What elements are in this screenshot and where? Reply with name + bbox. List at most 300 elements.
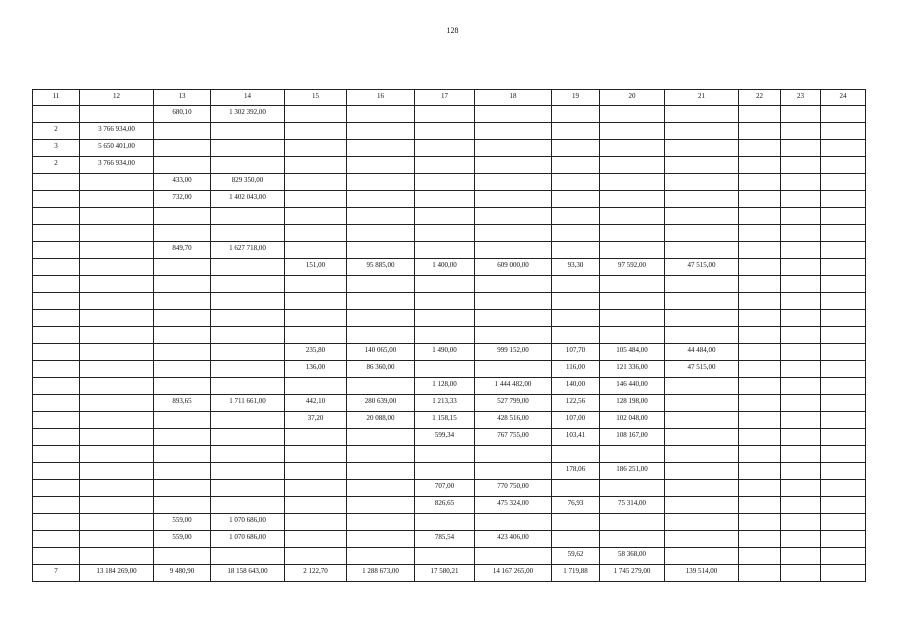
table-cell bbox=[739, 225, 781, 242]
table-cell bbox=[211, 378, 285, 395]
table-cell bbox=[821, 327, 866, 344]
table-cell bbox=[80, 497, 154, 514]
table-cell bbox=[211, 327, 285, 344]
header-cell: 15 bbox=[285, 90, 347, 106]
table-cell bbox=[415, 276, 475, 293]
table-cell bbox=[781, 157, 821, 174]
table-cell: 13 184 269,00 bbox=[80, 565, 154, 582]
table-cell: 105 484,00 bbox=[600, 344, 665, 361]
table-cell bbox=[80, 225, 154, 242]
table-cell bbox=[739, 480, 781, 497]
table-cell bbox=[80, 208, 154, 225]
data-table bbox=[32, 89, 866, 582]
table-cell: 17 580,21 bbox=[415, 565, 475, 582]
table-cell bbox=[285, 531, 347, 548]
table-cell bbox=[33, 344, 80, 361]
table-cell bbox=[154, 429, 211, 446]
table-cell: 1 070 686,00 bbox=[211, 531, 285, 548]
table-cell bbox=[821, 429, 866, 446]
table-cell bbox=[285, 514, 347, 531]
table-row bbox=[33, 514, 866, 531]
table-cell: 116,00 bbox=[552, 361, 600, 378]
table-cell bbox=[33, 480, 80, 497]
table-cell bbox=[600, 514, 665, 531]
table-cell bbox=[665, 123, 739, 140]
table-cell: 9 480,90 bbox=[154, 565, 211, 582]
table-cell bbox=[781, 565, 821, 582]
table-cell: 47 515,00 bbox=[665, 361, 739, 378]
table-body bbox=[33, 90, 866, 582]
table-cell: 559,00 bbox=[154, 514, 211, 531]
table-cell: 1 719,88 bbox=[552, 565, 600, 582]
table-cell bbox=[475, 463, 552, 480]
table-cell: 609 000,00 bbox=[475, 259, 552, 276]
table-cell: 767 755,00 bbox=[475, 429, 552, 446]
table-row bbox=[33, 531, 866, 548]
table-cell bbox=[665, 242, 739, 259]
table-cell bbox=[475, 140, 552, 157]
table-cell bbox=[665, 106, 739, 123]
table-cell bbox=[211, 361, 285, 378]
table-cell bbox=[665, 225, 739, 242]
table-cell bbox=[154, 463, 211, 480]
table-cell bbox=[475, 514, 552, 531]
table-cell: 1 711 661,00 bbox=[211, 395, 285, 412]
table-cell bbox=[739, 344, 781, 361]
table-row bbox=[33, 140, 866, 157]
table-cell: 20 088,00 bbox=[347, 412, 415, 429]
table-cell: 1 444 482,00 bbox=[475, 378, 552, 395]
table-cell bbox=[154, 259, 211, 276]
table-row bbox=[33, 123, 866, 140]
table-cell bbox=[211, 310, 285, 327]
table-cell bbox=[821, 157, 866, 174]
table-cell bbox=[33, 191, 80, 208]
table-cell bbox=[285, 463, 347, 480]
table-cell: 59,62 bbox=[552, 548, 600, 565]
table-row bbox=[33, 548, 866, 565]
table-cell bbox=[739, 446, 781, 463]
table-cell bbox=[552, 480, 600, 497]
table-cell bbox=[665, 497, 739, 514]
table-cell bbox=[154, 361, 211, 378]
table-cell bbox=[80, 378, 154, 395]
table-cell bbox=[552, 191, 600, 208]
table-cell bbox=[665, 548, 739, 565]
table-cell bbox=[821, 548, 866, 565]
table-cell bbox=[285, 191, 347, 208]
table-cell: 1 213,33 bbox=[415, 395, 475, 412]
table-cell bbox=[781, 276, 821, 293]
table-cell: 95 885,00 bbox=[347, 259, 415, 276]
table-cell bbox=[285, 480, 347, 497]
table-row bbox=[33, 412, 866, 429]
table-cell bbox=[285, 106, 347, 123]
table-cell: 37,20 bbox=[285, 412, 347, 429]
table-cell bbox=[80, 327, 154, 344]
table-cell: 122,56 bbox=[552, 395, 600, 412]
table-cell bbox=[600, 123, 665, 140]
table-cell bbox=[415, 242, 475, 259]
table-cell bbox=[665, 140, 739, 157]
table-cell bbox=[781, 242, 821, 259]
table-cell bbox=[739, 497, 781, 514]
table-cell bbox=[552, 446, 600, 463]
table-cell bbox=[600, 327, 665, 344]
table-cell bbox=[739, 412, 781, 429]
table-cell bbox=[821, 378, 866, 395]
header-row bbox=[33, 90, 866, 106]
table-cell bbox=[739, 191, 781, 208]
table-row bbox=[33, 497, 866, 514]
table-cell bbox=[739, 378, 781, 395]
table-cell bbox=[211, 140, 285, 157]
table-cell bbox=[475, 123, 552, 140]
table-row bbox=[33, 259, 866, 276]
table-cell bbox=[739, 157, 781, 174]
table-cell bbox=[154, 310, 211, 327]
table-cell bbox=[415, 140, 475, 157]
table-cell bbox=[600, 174, 665, 191]
table-cell bbox=[600, 480, 665, 497]
table-cell bbox=[781, 293, 821, 310]
table-cell bbox=[821, 140, 866, 157]
table-cell bbox=[211, 208, 285, 225]
table-cell bbox=[33, 225, 80, 242]
table-cell bbox=[665, 480, 739, 497]
table-cell bbox=[821, 497, 866, 514]
table-cell: 140,00 bbox=[552, 378, 600, 395]
table-cell: 97 592,00 bbox=[600, 259, 665, 276]
table-cell: 58 368,00 bbox=[600, 548, 665, 565]
table-cell bbox=[739, 242, 781, 259]
table-cell bbox=[285, 327, 347, 344]
table-row bbox=[33, 361, 866, 378]
table-cell bbox=[80, 463, 154, 480]
table-cell bbox=[739, 208, 781, 225]
table-cell bbox=[347, 446, 415, 463]
table-cell: 103,41 bbox=[552, 429, 600, 446]
table-row bbox=[33, 293, 866, 310]
table-cell bbox=[552, 327, 600, 344]
table-cell bbox=[821, 174, 866, 191]
table-cell bbox=[781, 514, 821, 531]
table-cell bbox=[600, 293, 665, 310]
table-cell bbox=[33, 242, 80, 259]
table-cell bbox=[739, 395, 781, 412]
table-cell bbox=[347, 276, 415, 293]
table-cell bbox=[33, 378, 80, 395]
table-cell bbox=[739, 548, 781, 565]
table-cell bbox=[665, 412, 739, 429]
table-cell: 999 152,00 bbox=[475, 344, 552, 361]
table-cell bbox=[415, 174, 475, 191]
table-cell bbox=[33, 208, 80, 225]
table-cell bbox=[80, 531, 154, 548]
table-cell: 826,65 bbox=[415, 497, 475, 514]
header-cell: 11 bbox=[33, 90, 80, 106]
table-cell bbox=[781, 191, 821, 208]
table-cell bbox=[781, 327, 821, 344]
table-cell bbox=[154, 208, 211, 225]
table-cell bbox=[600, 157, 665, 174]
table-cell bbox=[285, 446, 347, 463]
table-cell bbox=[475, 242, 552, 259]
table-cell bbox=[781, 531, 821, 548]
table-cell bbox=[475, 276, 552, 293]
table-cell bbox=[552, 514, 600, 531]
table-row bbox=[33, 429, 866, 446]
header-cell: 16 bbox=[347, 90, 415, 106]
table-cell bbox=[600, 242, 665, 259]
table-cell bbox=[552, 225, 600, 242]
table-row bbox=[33, 310, 866, 327]
table-cell bbox=[475, 191, 552, 208]
table-cell bbox=[33, 293, 80, 310]
table-cell bbox=[80, 361, 154, 378]
table-cell bbox=[600, 276, 665, 293]
table-cell bbox=[285, 497, 347, 514]
table-cell bbox=[415, 225, 475, 242]
table-cell bbox=[347, 123, 415, 140]
table-cell bbox=[154, 548, 211, 565]
table-cell: 151,00 bbox=[285, 259, 347, 276]
table-cell: 86 360,00 bbox=[347, 361, 415, 378]
table-cell: 829 350,00 bbox=[211, 174, 285, 191]
table-cell bbox=[415, 463, 475, 480]
table-cell bbox=[739, 327, 781, 344]
table-cell bbox=[781, 548, 821, 565]
table-cell bbox=[33, 446, 80, 463]
table-cell: 14 167 265,00 bbox=[475, 565, 552, 582]
table-cell bbox=[781, 310, 821, 327]
table-cell: 44 484,00 bbox=[665, 344, 739, 361]
table-row bbox=[33, 157, 866, 174]
table-cell: 1 158,15 bbox=[415, 412, 475, 429]
table-cell bbox=[154, 327, 211, 344]
table-cell bbox=[821, 446, 866, 463]
table-cell bbox=[475, 174, 552, 191]
table-cell bbox=[80, 344, 154, 361]
table-cell bbox=[33, 412, 80, 429]
table-row bbox=[33, 344, 866, 361]
table-cell bbox=[347, 531, 415, 548]
table-row bbox=[33, 276, 866, 293]
table-cell bbox=[347, 242, 415, 259]
table-cell: 527 799,00 bbox=[475, 395, 552, 412]
table-cell bbox=[211, 463, 285, 480]
table-cell bbox=[154, 225, 211, 242]
table-cell bbox=[600, 208, 665, 225]
table-cell bbox=[739, 123, 781, 140]
table-cell bbox=[33, 276, 80, 293]
table-cell bbox=[211, 123, 285, 140]
table-row bbox=[33, 208, 866, 225]
table-cell bbox=[347, 548, 415, 565]
table-cell bbox=[665, 157, 739, 174]
table-cell bbox=[781, 480, 821, 497]
header-cell: 12 bbox=[80, 90, 154, 106]
table-cell bbox=[739, 531, 781, 548]
table-cell: 140 065,00 bbox=[347, 344, 415, 361]
table-cell bbox=[154, 497, 211, 514]
table-cell bbox=[781, 395, 821, 412]
table-cell bbox=[739, 174, 781, 191]
table-cell: 1 302 392,00 bbox=[211, 106, 285, 123]
table-cell bbox=[154, 140, 211, 157]
table-cell: 178,06 bbox=[552, 463, 600, 480]
table-cell bbox=[552, 242, 600, 259]
table-cell bbox=[154, 157, 211, 174]
table-cell: 785,54 bbox=[415, 531, 475, 548]
table-cell bbox=[781, 225, 821, 242]
header-cell: 20 bbox=[600, 90, 665, 106]
table-cell bbox=[154, 412, 211, 429]
table-cell bbox=[415, 361, 475, 378]
table-cell bbox=[475, 106, 552, 123]
table-cell bbox=[285, 157, 347, 174]
table-cell bbox=[665, 327, 739, 344]
header-cell: 17 bbox=[415, 90, 475, 106]
table-cell: 1 402 043,00 bbox=[211, 191, 285, 208]
table-cell bbox=[665, 531, 739, 548]
page-number: 128 bbox=[446, 26, 459, 35]
table-cell bbox=[739, 140, 781, 157]
table-cell: 2 122,70 bbox=[285, 565, 347, 582]
table-cell bbox=[415, 514, 475, 531]
table-cell: 433,00 bbox=[154, 174, 211, 191]
table-cell bbox=[347, 208, 415, 225]
table-cell: 1 627 718,00 bbox=[211, 242, 285, 259]
table-cell bbox=[33, 395, 80, 412]
table-cell bbox=[211, 446, 285, 463]
table-cell: 559,00 bbox=[154, 531, 211, 548]
table-cell bbox=[33, 174, 80, 191]
table-cell bbox=[781, 361, 821, 378]
table-cell bbox=[821, 310, 866, 327]
table-cell: 2 bbox=[33, 123, 80, 140]
table-cell bbox=[739, 463, 781, 480]
table-cell bbox=[781, 446, 821, 463]
table-cell bbox=[739, 106, 781, 123]
table-cell bbox=[33, 361, 80, 378]
table-cell bbox=[665, 446, 739, 463]
header-cell: 24 bbox=[821, 90, 866, 106]
table-cell bbox=[285, 225, 347, 242]
table-cell bbox=[415, 310, 475, 327]
table-cell bbox=[739, 514, 781, 531]
table-cell bbox=[154, 480, 211, 497]
table-cell bbox=[475, 157, 552, 174]
table-cell bbox=[285, 208, 347, 225]
table-cell: 7 bbox=[33, 565, 80, 582]
table-cell bbox=[821, 344, 866, 361]
table-cell bbox=[415, 446, 475, 463]
table-cell bbox=[211, 548, 285, 565]
table-cell bbox=[665, 378, 739, 395]
table-row bbox=[33, 446, 866, 463]
table-cell bbox=[739, 259, 781, 276]
table-cell bbox=[347, 463, 415, 480]
table-cell bbox=[347, 327, 415, 344]
table-cell bbox=[347, 429, 415, 446]
table-cell bbox=[33, 327, 80, 344]
table-cell bbox=[80, 480, 154, 497]
table-cell bbox=[821, 412, 866, 429]
table-cell bbox=[33, 497, 80, 514]
table-cell bbox=[211, 429, 285, 446]
table-cell bbox=[552, 293, 600, 310]
table-row bbox=[33, 480, 866, 497]
table-cell bbox=[665, 463, 739, 480]
table-cell: 3 766 934,00 bbox=[80, 157, 154, 174]
header-cell: 13 bbox=[154, 90, 211, 106]
table-row bbox=[33, 191, 866, 208]
table-cell bbox=[665, 395, 739, 412]
table-cell bbox=[415, 208, 475, 225]
table-cell bbox=[80, 259, 154, 276]
table-cell bbox=[739, 565, 781, 582]
table-cell: 47 515,00 bbox=[665, 259, 739, 276]
table-cell bbox=[821, 514, 866, 531]
table-cell: 1 745 279,00 bbox=[600, 565, 665, 582]
table-cell: 770 750,00 bbox=[475, 480, 552, 497]
table-cell bbox=[475, 361, 552, 378]
table-cell: 76,93 bbox=[552, 497, 600, 514]
table-cell bbox=[347, 378, 415, 395]
header-cell: 21 bbox=[665, 90, 739, 106]
header-cell: 14 bbox=[211, 90, 285, 106]
table-cell bbox=[347, 140, 415, 157]
table-cell bbox=[33, 531, 80, 548]
table-cell bbox=[80, 106, 154, 123]
table-cell bbox=[80, 514, 154, 531]
table-cell bbox=[821, 480, 866, 497]
table-cell bbox=[781, 463, 821, 480]
table-cell bbox=[285, 293, 347, 310]
header-cell: 18 bbox=[475, 90, 552, 106]
table-cell: 18 158 643,00 bbox=[211, 565, 285, 582]
table-cell bbox=[347, 480, 415, 497]
table-cell: 108 167,00 bbox=[600, 429, 665, 446]
table-cell bbox=[211, 480, 285, 497]
table-cell bbox=[600, 140, 665, 157]
table-cell bbox=[347, 174, 415, 191]
table-cell bbox=[211, 157, 285, 174]
table-cell: 1 128,00 bbox=[415, 378, 475, 395]
table-cell bbox=[552, 531, 600, 548]
table-cell bbox=[475, 548, 552, 565]
table-cell: 146 440,00 bbox=[600, 378, 665, 395]
table-cell bbox=[821, 225, 866, 242]
table-cell bbox=[347, 225, 415, 242]
table-cell bbox=[33, 463, 80, 480]
table-cell: 1 490,00 bbox=[415, 344, 475, 361]
table-cell bbox=[739, 276, 781, 293]
table-cell bbox=[821, 531, 866, 548]
table-cell bbox=[781, 174, 821, 191]
table-cell bbox=[80, 446, 154, 463]
table-cell bbox=[475, 446, 552, 463]
table-cell bbox=[475, 327, 552, 344]
table-row bbox=[33, 327, 866, 344]
table-cell bbox=[552, 123, 600, 140]
table-cell bbox=[552, 208, 600, 225]
table-cell bbox=[821, 463, 866, 480]
table-cell bbox=[154, 276, 211, 293]
table-cell bbox=[600, 225, 665, 242]
table-cell bbox=[600, 191, 665, 208]
